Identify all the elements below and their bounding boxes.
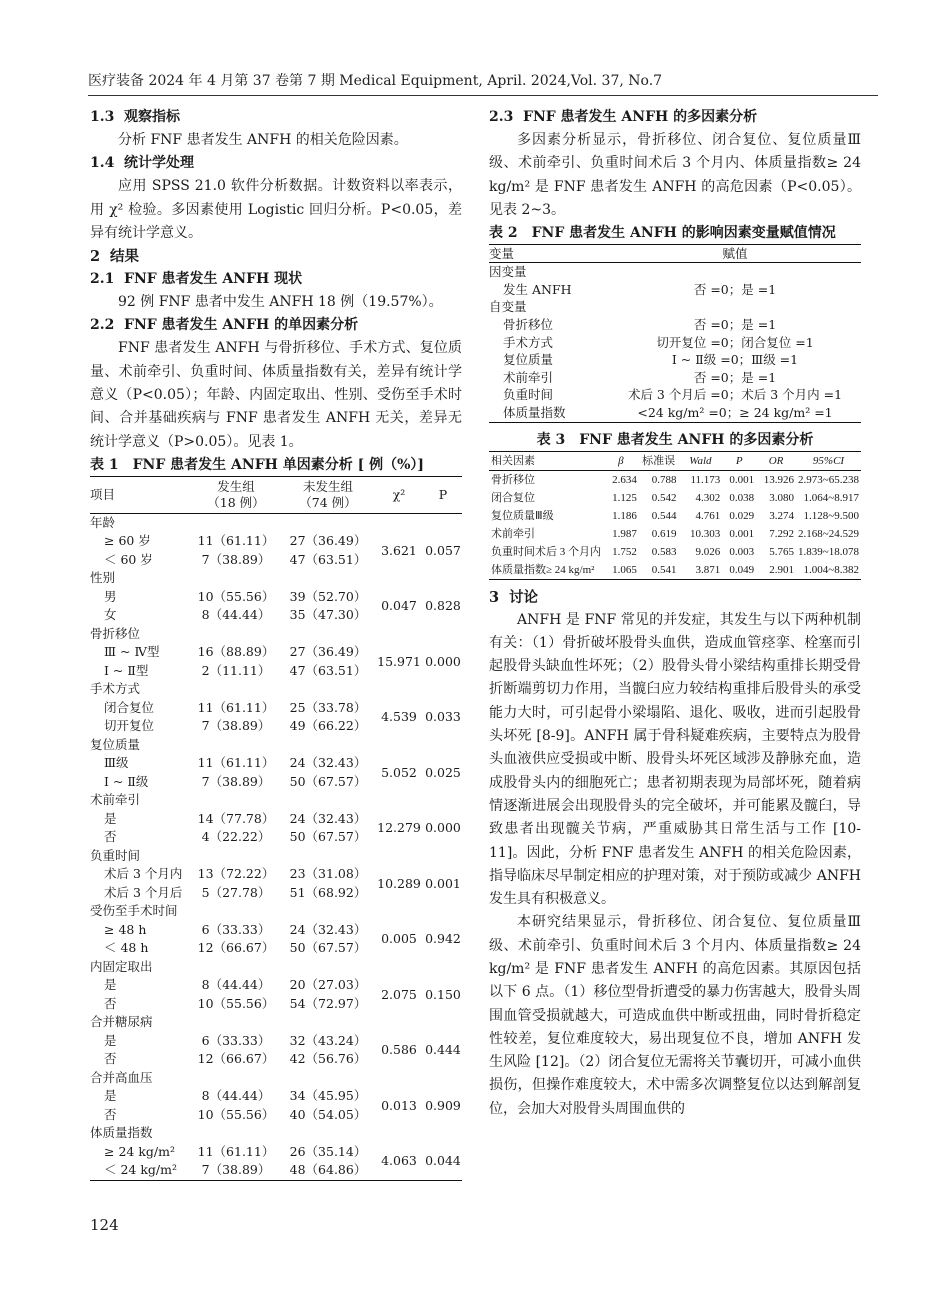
section-title: 统计学处理 <box>124 155 194 172</box>
table-1-caption: 表 1 FNF 患者发生 ANFH 单因素分析 [ 例（%）] <box>90 456 425 473</box>
factor-name: 骨折移位 <box>491 473 535 486</box>
variable-assignment: <24 kg/m² =0；≥ 24 kg/m² =1 <box>637 404 833 420</box>
not-occurred-value: 27（36.49） <box>289 644 367 660</box>
factor-name: 术前牵引 <box>491 527 535 540</box>
p-value: 0.033 <box>425 709 461 725</box>
chi2-value: 0.047 <box>381 598 417 614</box>
beta-value: 1.125 <box>612 491 637 504</box>
table-row <box>90 699 462 718</box>
group-name: 骨折移位 <box>90 625 141 641</box>
table-row <box>489 470 861 489</box>
occurred-value: 11（61.11） <box>197 1143 275 1159</box>
row-label: Ⅲ ~ Ⅳ型 <box>104 644 160 660</box>
occurred-value: 8（44.44） <box>201 607 271 623</box>
table-2 <box>489 244 861 422</box>
chi2-value: 0.586 <box>381 1042 417 1058</box>
table-header-row <box>489 451 861 470</box>
table-3-caption: 表 3 FNF 患者发生 ANFH 的多因素分析 <box>536 431 814 448</box>
section-heading-2-2 <box>90 314 462 337</box>
beta-value: 1.752 <box>612 545 637 558</box>
table-group-row <box>90 791 462 810</box>
table-row <box>90 976 462 995</box>
paragraph: FNF 患者发生 ANFH 与骨折移位、手术方式、复位质量、术前牵引、负重时间、体质量指数有关，差异有统计学意义（P<0.05）；年龄、内固定取出、性别、受伤至手术时间、合并基础疾病与 FNF 患者发生 ANFH 无关，差异无统计学意义（P>0.05）。见表 1。 <box>90 340 462 450</box>
table-group-row <box>90 736 462 755</box>
occurred-value: 11（61.11） <box>197 755 275 771</box>
chi2-value: 3.621 <box>381 542 417 558</box>
not-occurred-value: 23（31.08） <box>289 866 367 882</box>
or-value: 5.765 <box>769 545 794 558</box>
section-title: 观察指标 <box>124 109 180 125</box>
chi2-value: 15.971 <box>377 653 421 669</box>
or-value: 3.274 <box>769 509 794 522</box>
chi2-value: 5.052 <box>381 764 417 780</box>
table-row <box>489 316 861 334</box>
p-value: 0.001 <box>729 527 755 540</box>
section-title: FNF 患者发生 ANFH 的单因素分析 <box>124 317 359 334</box>
chi2-value: 4.063 <box>381 1153 417 1169</box>
row-label: Ⅰ ~ Ⅱ级 <box>104 773 149 789</box>
row-label: ＜ 60 岁 <box>104 551 153 567</box>
table-row <box>90 865 462 884</box>
variable-assignment: 切开复位 =0；闭合复位 =1 <box>656 334 814 350</box>
section-heading-2-3 <box>489 106 861 129</box>
not-occurred-value: 32（43.24） <box>289 1032 367 1048</box>
variable-assignment: 否 =0；是 =1 <box>693 281 777 297</box>
header-p: P <box>722 451 756 470</box>
chi2-value: 12.279 <box>377 820 421 836</box>
occurred-value: 12（66.67） <box>197 1051 275 1067</box>
row-label: ≥ 24 kg/m² <box>104 1143 175 1159</box>
not-occurred-value: 50（67.57） <box>289 773 367 789</box>
header-se: 标准误 <box>639 451 679 470</box>
occurred-value: 4（22.22） <box>201 829 271 845</box>
occurred-value: 10（55.56） <box>197 588 275 604</box>
table-3 <box>489 451 861 580</box>
variable-name: 骨折移位 <box>503 316 554 332</box>
group-name: 性别 <box>90 570 116 586</box>
table-row <box>489 369 861 387</box>
group-name: 自变量 <box>489 299 527 315</box>
beta-value: 1.186 <box>612 509 637 522</box>
p-value: 0.000 <box>425 653 461 669</box>
table-group-row <box>90 1069 462 1088</box>
chi2-value: 10.289 <box>377 875 421 891</box>
table-row <box>90 810 462 829</box>
not-occurred-value: 35（47.30） <box>289 607 367 623</box>
occurred-value: 7（38.89） <box>201 718 271 734</box>
occurred-value: 5（27.78） <box>201 884 271 900</box>
header-ci: 95%CI <box>796 451 861 470</box>
table-row <box>489 543 861 561</box>
header-not-occurred-label: 未发生组 <box>302 478 353 494</box>
wald-value: 4.302 <box>695 491 721 504</box>
or-value: 7.292 <box>769 527 794 540</box>
row-label: 术后 3 个月内 <box>104 866 183 882</box>
header-not-occurred-n: （74 例） <box>299 494 357 510</box>
p-value: 0.003 <box>729 545 755 558</box>
table-1 <box>90 476 462 1181</box>
group-name: 年龄 <box>90 514 116 530</box>
table-row <box>489 386 861 404</box>
row-label: 否 <box>104 995 117 1011</box>
not-occurred-value: 39（52.70） <box>289 588 367 604</box>
row-label: 是 <box>104 810 117 826</box>
occurred-value: 11（61.11） <box>197 699 275 715</box>
p-value: 0.001 <box>729 473 755 486</box>
section-title: FNF 患者发生 ANFH 现状 <box>124 271 303 288</box>
header-occurred-n: （18 例） <box>207 494 265 510</box>
variable-name: 术前牵引 <box>503 369 554 385</box>
occurred-value: 13（72.22） <box>197 866 275 882</box>
group-name: 受伤至手术时间 <box>90 903 178 919</box>
row-label: 术后 3 个月后 <box>104 884 183 900</box>
table-row <box>90 1032 462 1051</box>
table-row <box>489 489 861 507</box>
table-row <box>90 532 462 551</box>
table-row <box>90 588 462 607</box>
not-occurred-value: 54（72.97） <box>289 995 367 1011</box>
table-group-row <box>489 298 861 316</box>
paragraph: 应用 SPSS 21.0 软件分析数据。计数资料以率表示，用 χ² 检验。多因素使用 Logistic 回归分析。P<0.05，差异有统计学意义。 <box>90 178 462 241</box>
p-value: 0.025 <box>425 764 461 780</box>
beta-value: 2.634 <box>612 473 637 486</box>
table-header-row <box>489 245 861 263</box>
header-assignment: 赋值 <box>609 245 861 263</box>
table-group-row <box>90 1013 462 1032</box>
header-occurred <box>190 476 282 513</box>
variable-assignment: 否 =0；是 =1 <box>693 369 777 385</box>
factor-name: 复位质量Ⅲ级 <box>491 509 554 522</box>
p-value: 0.044 <box>425 1153 461 1169</box>
not-occurred-value: 24（32.43） <box>289 810 367 826</box>
variable-assignment: 否 =0；是 =1 <box>693 316 777 332</box>
variable-name: 复位质量 <box>503 352 554 368</box>
section-heading-2 <box>90 245 462 268</box>
discussion-paragraph-2: 本研究结果显示，骨折移位、闭合复位、复位质量Ⅲ级、术前牵引、负重时间术后 3 个月内、体质量指数≥ 24 kg/m² 是 FNF 患者发生 ANFH 的高危因素。其原因包括以下 6 点。（1）移位型骨折遭受的暴力伤害越大，股骨头周围血管受损就越大，可造成血供中断或扭曲，同时骨折稳定性较差，复位难度较大，易出现复位不良，增加 ANFH 发生风险 [12]。（2）闭合复位无需将关节囊切开，可减小血供损伤，但操作难度较大，术中需多次调整复位以达到解剖复位，会加大对股骨头周围血供的 <box>489 914 861 1117</box>
row-label: ＜ 48 h <box>104 940 149 956</box>
variable-name: 体质量指数 <box>503 404 566 420</box>
paragraph: 92 例 FNF 患者中发生 ANFH 18 例（19.57%）。 <box>118 294 443 311</box>
row-label: 闭合复位 <box>104 699 155 715</box>
not-occurred-value: 47（63.51） <box>289 662 367 678</box>
ci-value: 2.168~24.529 <box>798 527 859 540</box>
paragraph: 多因素分析显示，骨折移位、闭合复位、复位质量Ⅲ级、术前牵引、负重时间术后 3 个月内、体质量指数≥ 24 kg/m² 是 FNF 患者发生 ANFH 的高危因素（P<0.05）。见表 2~3。 <box>489 132 861 218</box>
row-label: Ⅰ ~ Ⅱ型 <box>104 662 149 678</box>
se-value: 0.541 <box>651 563 677 576</box>
table-header-row <box>90 476 462 513</box>
section-heading-2-1 <box>90 268 462 291</box>
not-occurred-value: 51（68.92） <box>289 884 367 900</box>
occurred-value: 2（11.11） <box>201 662 271 678</box>
variable-name: 发生 ANFH <box>503 281 572 297</box>
section-number: 2.3 <box>489 109 514 125</box>
wald-value: 3.871 <box>695 563 721 576</box>
not-occurred-value: 24（32.43） <box>289 921 367 937</box>
group-name: 内固定取出 <box>90 958 153 974</box>
occurred-value: 7（38.89） <box>201 773 271 789</box>
section-number: 3 <box>489 588 500 606</box>
beta-value: 1.065 <box>612 563 637 576</box>
table-row <box>90 1143 462 1162</box>
row-label: 否 <box>104 1106 117 1122</box>
header-chi2: χ² <box>374 476 424 513</box>
se-value: 0.542 <box>651 491 677 504</box>
not-occurred-value: 48（64.86） <box>289 1162 367 1178</box>
chi2-value: 2.075 <box>381 986 417 1002</box>
table-row <box>90 921 462 940</box>
section-title: 结果 <box>110 248 139 266</box>
section-heading-1-4 <box>90 152 462 175</box>
paragraph: 分析 FNF 患者发生 ANFH 的相关危险因素。 <box>118 132 408 148</box>
chi2-value: 0.013 <box>381 1097 417 1113</box>
header-p: P <box>424 476 462 513</box>
table-row <box>489 525 861 543</box>
not-occurred-value: 25（33.78） <box>289 699 367 715</box>
header-not-occurred <box>282 476 374 513</box>
section-number: 2.2 <box>90 317 115 334</box>
ci-value: 2.973~65.238 <box>798 473 859 486</box>
section-number: 2.1 <box>90 271 115 288</box>
occurred-value: 10（55.56） <box>197 995 275 1011</box>
table-group-row <box>90 847 462 866</box>
table-row <box>489 561 861 580</box>
table-row <box>90 643 462 662</box>
table-row <box>489 334 861 352</box>
group-name: 手术方式 <box>90 681 141 697</box>
table-group-row <box>90 1124 462 1143</box>
header-item: 项目 <box>90 476 190 513</box>
row-label: 是 <box>104 977 117 993</box>
p-value: 0.909 <box>425 1097 461 1113</box>
occurred-value: 10（55.56） <box>197 1106 275 1122</box>
wald-value: 11.173 <box>690 473 721 486</box>
row-label: ≥ 60 岁 <box>104 533 151 549</box>
not-occurred-value: 49（66.22） <box>289 718 367 734</box>
variable-name: 负重时间 <box>503 387 554 403</box>
p-value: 0.942 <box>425 931 461 947</box>
row-label: 男 <box>104 588 117 604</box>
group-name: 合并高血压 <box>90 1069 153 1085</box>
table-row <box>489 404 861 422</box>
row-label: 是 <box>104 1032 117 1048</box>
right-column <box>489 106 861 1121</box>
header-wald: Wald <box>679 451 723 470</box>
occurred-value: 8（44.44） <box>201 977 271 993</box>
table-group-row <box>489 263 861 281</box>
row-label: 切开复位 <box>104 718 155 734</box>
section-heading-1-3 <box>90 106 462 129</box>
occurred-value: 11（61.11） <box>197 533 275 549</box>
page-number: 124 <box>90 1216 119 1234</box>
not-occurred-value: 26（35.14） <box>289 1143 367 1159</box>
table-group-row <box>90 569 462 588</box>
not-occurred-value: 50（67.57） <box>289 829 367 845</box>
not-occurred-value: 34（45.95） <box>289 1088 367 1104</box>
se-value: 0.619 <box>651 527 677 540</box>
ci-value: 1.128~9.500 <box>803 509 859 522</box>
occurred-value: 6（33.33） <box>201 1032 271 1048</box>
not-occurred-value: 24（32.43） <box>289 755 367 771</box>
header-factor: 相关因素 <box>489 451 603 470</box>
section-title: 讨论 <box>509 588 538 606</box>
wald-value: 4.761 <box>695 509 721 522</box>
table-row <box>90 1087 462 1106</box>
factor-name: 闭合复位 <box>491 491 535 504</box>
p-value: 0.029 <box>729 509 755 522</box>
se-value: 0.788 <box>651 473 677 486</box>
ci-value: 1.839~18.078 <box>798 545 859 558</box>
occurred-value: 7（38.89） <box>201 1162 271 1178</box>
row-label: 否 <box>104 829 117 845</box>
row-label: ≥ 48 h <box>104 921 147 937</box>
se-value: 0.583 <box>651 545 677 558</box>
group-name: 复位质量 <box>90 736 141 752</box>
or-value: 13.926 <box>763 473 794 486</box>
table-row <box>90 754 462 773</box>
chi2-value: 4.539 <box>381 709 417 725</box>
row-label: 否 <box>104 1051 117 1067</box>
not-occurred-value: 20（27.03） <box>289 977 367 993</box>
table-group-row <box>90 625 462 644</box>
occurred-value: 12（66.67） <box>197 940 275 956</box>
occurred-value: 16（88.89） <box>197 644 275 660</box>
table-row <box>489 351 861 369</box>
p-value: 0.057 <box>425 542 461 558</box>
not-occurred-value: 27（36.49） <box>289 533 367 549</box>
header-beta: β <box>603 451 639 470</box>
table-group-row <box>90 958 462 977</box>
group-name: 术前牵引 <box>90 792 141 808</box>
table-group-row <box>90 513 462 532</box>
group-name: 合并糖尿病 <box>90 1014 153 1030</box>
p-value: 0.828 <box>425 598 461 614</box>
variable-assignment: 术后 3 个月后 =0；术后 3 个月内 =1 <box>627 387 843 403</box>
p-value: 0.001 <box>425 875 461 891</box>
header-or: OR <box>756 451 796 470</box>
running-header: 医疗装备 2024 年 4 月第 37 卷第 7 期 Medical Equipment, April. 2024,Vol. 37, No.7 <box>88 70 878 96</box>
not-occurred-value: 50（67.57） <box>289 940 367 956</box>
not-occurred-value: 40（54.05） <box>289 1106 367 1122</box>
row-label: ＜ 24 kg/m² <box>104 1162 178 1178</box>
occurred-value: 6（33.33） <box>201 921 271 937</box>
or-value: 3.080 <box>769 491 794 504</box>
p-value: 0.000 <box>425 820 461 836</box>
chi2-value: 0.005 <box>381 931 417 947</box>
p-value: 0.049 <box>729 563 755 576</box>
left-column <box>90 106 462 1181</box>
section-title: FNF 患者发生 ANFH 的多因素分析 <box>523 109 758 125</box>
factor-name: 体质量指数≥ 24 kg/m² <box>491 563 595 576</box>
factor-name: 负重时间术后 3 个月内 <box>491 545 601 558</box>
section-number: 1.4 <box>90 155 115 172</box>
ci-value: 1.004~8.382 <box>803 563 859 576</box>
p-value: 0.038 <box>729 491 755 504</box>
beta-value: 1.987 <box>612 527 637 540</box>
occurred-value: 8（44.44） <box>201 1088 271 1104</box>
occurred-value: 7（38.89） <box>201 551 271 567</box>
group-name: 体质量指数 <box>90 1125 153 1141</box>
discussion-paragraph-1: ANFH 是 FNF 常见的并发症，其发生与以下两种机制有关：（1）骨折破坏股骨头血供，造成血管痉挛、栓塞而引起股骨头缺血性坏死；（2）股骨头骨小梁结构重排长期受骨折断端剪切力作用，当髋臼应力较结构重排后股骨头的承受能力大时，可引起骨小梁塌陷、退化、吸收，进而引起股骨头坏死 [8-9]。ANFH 属于骨科疑难疾病，主要特点为股骨头血液供应受损或中断、股骨头坏死区域涉及静脉充血，造成股骨头内的细胞死亡；患者初期表现为局部坏死，随着病情逐渐进展会出现股骨头的完全破坏，并可能累及髋臼，导致患者出现髋关节病，严重威胁其日常生活与工作 [10-11]。因此，分析 FNF 患者发生 ANFH 的相关危险因素，指导临床尽早制定相应的护理对策，对于预防或减少 ANFH 发生具有积极意义。 <box>489 611 861 908</box>
not-occurred-value: 42（56.76） <box>289 1051 367 1067</box>
header-variable: 变量 <box>489 245 609 263</box>
table-group-row <box>90 680 462 699</box>
section-heading-3 <box>489 586 861 609</box>
table-row <box>489 281 861 299</box>
row-label: Ⅲ级 <box>104 755 129 771</box>
ci-value: 1.064~8.917 <box>803 491 859 504</box>
wald-value: 9.026 <box>695 545 721 558</box>
p-value: 0.150 <box>425 986 461 1002</box>
or-value: 2.901 <box>769 563 794 576</box>
table-2-caption: 表 2 FNF 患者发生 ANFH 的影响因素变量赋值情况 <box>489 225 836 242</box>
row-label: 是 <box>104 1088 117 1104</box>
row-label: 女 <box>104 607 117 623</box>
variable-name: 手术方式 <box>503 334 554 350</box>
section-number: 2 <box>90 248 101 266</box>
p-value: 0.444 <box>425 1042 461 1058</box>
table-row <box>489 507 861 525</box>
occurred-value: 14（77.78） <box>197 810 275 826</box>
not-occurred-value: 47（63.51） <box>289 551 367 567</box>
se-value: 0.544 <box>651 509 677 522</box>
variable-assignment: Ⅰ ~ Ⅱ级 =0；Ⅲ级 =1 <box>671 352 799 368</box>
group-name: 负重时间 <box>90 847 141 863</box>
group-name: 因变量 <box>489 264 527 280</box>
section-number: 1.3 <box>90 109 115 125</box>
table-group-row <box>90 902 462 921</box>
wald-value: 10.303 <box>690 527 721 540</box>
header-occurred-label: 发生组 <box>217 478 255 494</box>
